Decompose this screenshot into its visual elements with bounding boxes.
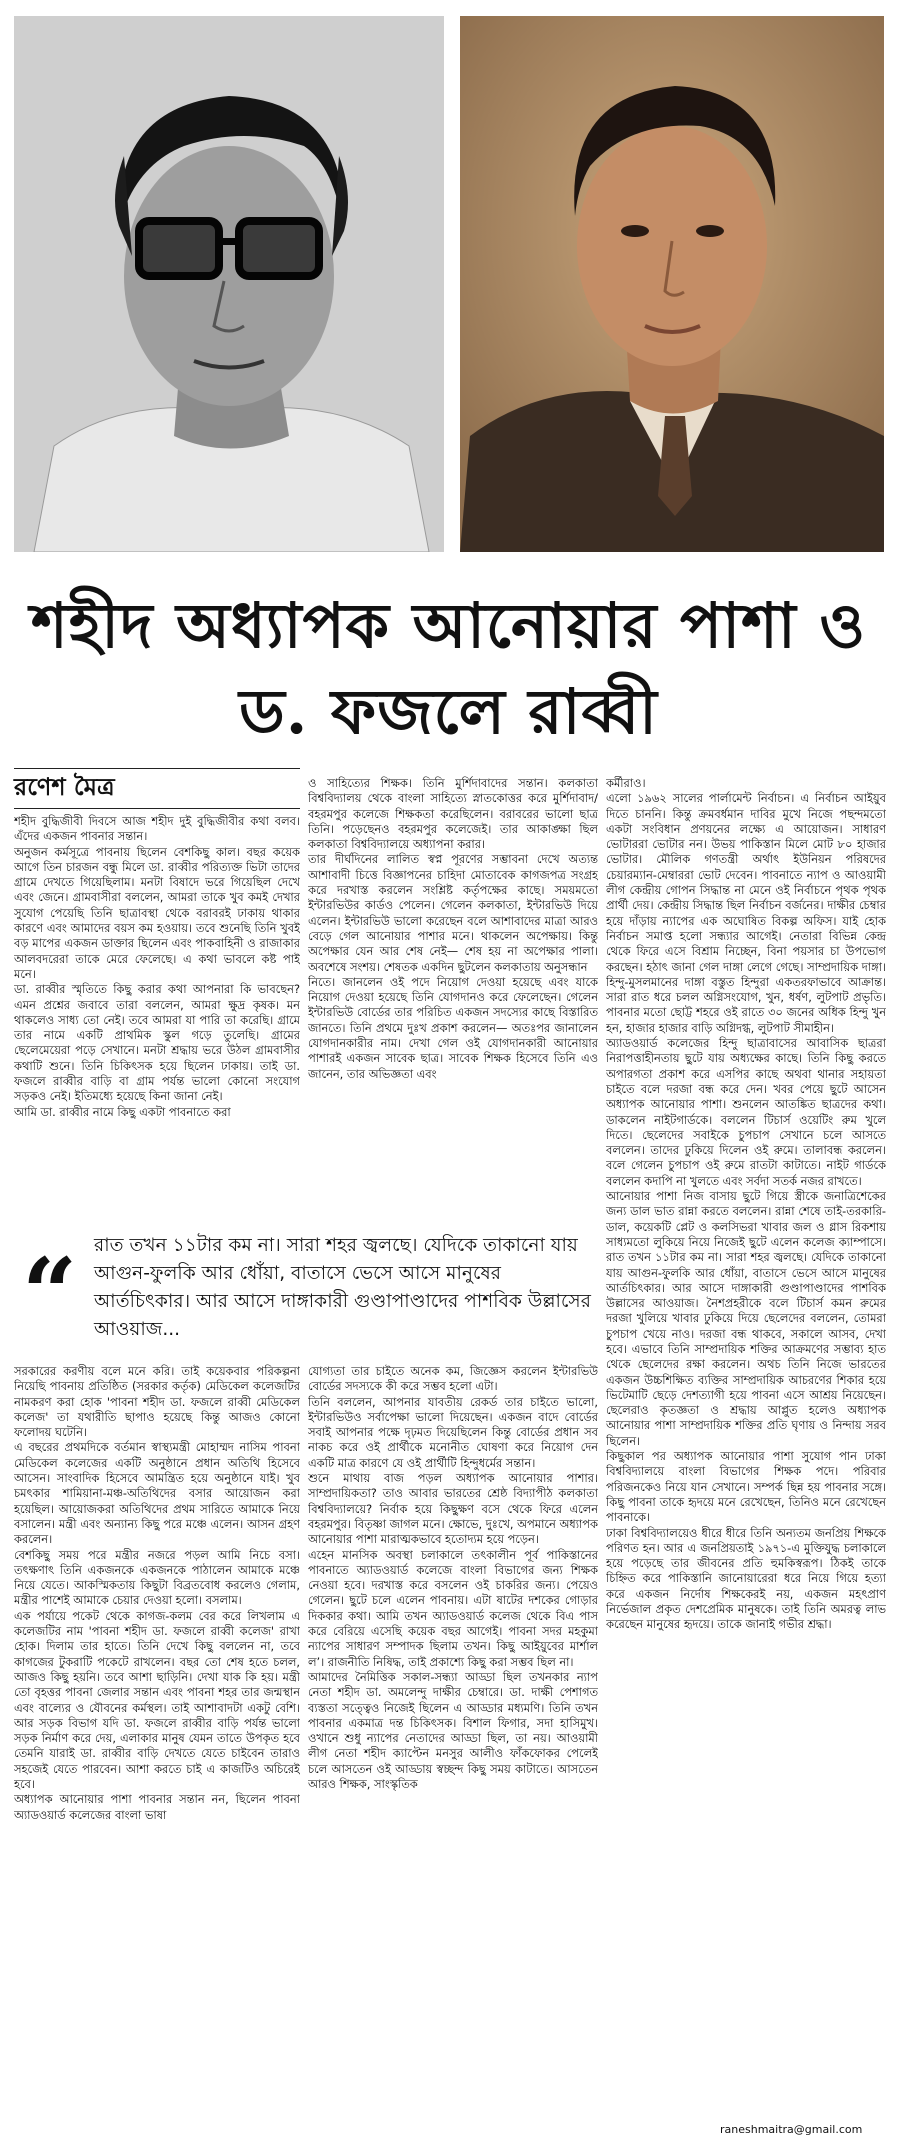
paragraph: তার দীর্ঘদিনের লালিত স্বপ্ন পূরণের সম্ভাবনা দেখে অত্যন্ত আশাবাদী চিত্তে বিজ্ঞাপনের চাহিদা মোতাবেক কাগজপত্র সংগ্রহ করে দরখাস্ত করলেন সংশ্লিষ্ট কর্তৃপক্ষের কাছে। সময়মতো ইন্টারভিউর কার্ডও পেলেন। গেলেন কলকাতা, ইন্টারভিউ দিয়ে এলেন। ইন্টারভিউ ভালো করেছেন বলে আশাবাদের মাত্রা আরও বেড়ে গেল আনোয়ার পাশার মনে। থাকলেন অপেক্ষায়। কিন্তু অপেক্ষার যেন আর শেষ নেই— শেষ হয় না অপেক্ষার পালা। অবশেষে সংশয়। শেষতক একদিন ছুটলেন কলকাতায় অনুসন্ধান bbox=[308, 852, 598, 974]
pull-quote-text: রাত তখন ১১টার কম না। সারা শহর জ্বলছে। যেদিকে তাকানো যায় আগুন-ফুলকি আর ধোঁয়া, বাতাসে ভেসে আসে মানুষের আর্তচিৎকার। আর আসে দাঙ্গাকারী গুণ্ডাপাণ্ডাদের পাশবিক উল্লাসের আওয়াজ... bbox=[94, 1235, 591, 1340]
paragraph: কিছুকাল পর অধ্যাপক আনোয়ার পাশা সুযোগ পান ঢাকা বিশ্ববিদ্যালয়ে বাংলা বিভাগের শিক্ষক পদে। পরিবার পরিজনকেও নিয়ে যান সেখানে। সম্পর্ক ছিন্ন হয় পাবনার সঙ্গে। কিছু পাবনা তাকে হৃদয়ে মনে রেখেছেন, তিনিও মনে রেখেছেন পাবনাকে। bbox=[606, 1449, 886, 1525]
article-column-2-bottom bbox=[308, 1364, 598, 2142]
paragraph: এহেন মানসিক অবস্থা চলাকালে তৎকালীন পূর্ব পাকিস্তানের পাবনাতে অ্যাডওয়ার্ড কলেজে বাংলা বিভাগের জন্য শিক্ষক নেওয়া হবে। দরখাস্ত করে বসলেন ওই চাকরির জন্য। পেয়েও গেলেন। ছুটে চলে এলেন পাবনায়। এটা ষাটের দশকের গোড়ার দিককার কথা। আমি তখন অ্যাডওয়ার্ড কলেজ থেকে বিএ পাস করে বেরিয়ে এসেছি কয়েক বছর আগেই। পাবনা সদর মহকুমা ন্যাপের সাধারণ সম্পাদক ছিলাম তখন। কিছু আইয়ুবের মার্শাল ল’। রাজনীতি নিষিদ্ধ, তাই প্রকাশ্যে কিছু করা সম্ভব ছিল না। bbox=[308, 1547, 598, 1669]
pull-quote bbox=[14, 1224, 598, 1356]
portrait-image-right bbox=[460, 16, 884, 552]
article-column-1-top bbox=[14, 814, 300, 1216]
portrait-image-left bbox=[14, 16, 444, 552]
paragraph: বেশকিছু সময় পরে মন্ত্রীর নজরে পড়ল আমি নিচে বসা। তৎক্ষণাৎ তিনি একজনকে একজনকে পাঠালেন আমাকে মঞ্চে নিয়ে যেতে। আকস্মিকতায় কিছুটা বিব্রতবোধ করলেও গেলাম, মন্ত্রীর পাশেই আমাকে চেয়ার দেওয়া হলো। বসলাম। bbox=[14, 1547, 300, 1608]
paragraph: এলো ১৯৬২ সালের পার্লামেন্ট নির্বাচন। এ নির্বাচন আইয়ুব দিতে চাননি। কিন্তু ক্রমবর্ধমান দাবির মুখে নিজে পছন্দমতো একটা সংবিধান প্রণয়নের লক্ষ্যে এ আয়োজন। সাধারণ ভোটাররা ভোটার নন। উভয় পাকিস্তান মিলে মোট ৮০ হাজার ভোটার। মৌলিক গণতন্ত্রী অর্থাৎ ইউনিয়ন পরিষদের চেয়ারম্যান-মেম্বাররা ভোট দেবেন। পাবনাতে ন্যাপ ও আওয়ামী লীগ কেন্দ্রীয় গোপন সিদ্ধান্ত না মেনে ওই নির্বাচনে পৃথক পৃথক প্রার্থী দেয়। কেন্দ্রীয় সিদ্ধান্ত ছিল নির্বাচন বর্জনের। দাক্ষীর চেম্বার হয়ে দাঁড়ায় ন্যাপের এক অঘোষিত বিকল্প অফিস। যাই হোক নির্বাচন সমাপ্ত হলো সন্ধ্যার আগেই। নেতারা বিভিন্ন কেন্দ্র থেকে ফিরে এসে বিশ্রাম নিচ্ছেন, বিনা পয়সার চা উপভোগ করছেন। হঠাৎ জানা গেল দাঙ্গা লেগে গেছে। সাম্প্রদায়িক দাঙ্গা। হিন্দু-মুসলমানের দাঙ্গা বস্তুত হিন্দুরা একতরফাভাবে আক্রান্ত। সারা রাত ধরে চলল অগ্নিসংযোগ, খুন, ধর্ষণ, লুটপাট প্রভৃতি। পাবনার মতো ছোট্ট শহরে ওই রাতে ৩০ জনের অধিক হিন্দু খুন হন, হাজার হাজার বাড়ি অগ্নিদগ্ধ, লুটপাট সীমাহীন। bbox=[606, 791, 886, 1035]
paragraph: এ বছরের প্রথমদিকে বর্তমান স্বাস্থ্যমন্ত্রী মোহাম্মদ নাসিম পাবনা মেডিকেল কলেজের একটি অনুষ্ঠানে প্রধান অতিথি হিসেবে আসেন। সাংবাদিক হিসেবে আমন্ত্রিত হয়ে অনুষ্ঠানে যাই। খুব চমৎকার শামিয়ানা-মঞ্চ-অতিথিদের বসার আয়োজন করা হয়েছিল। আয়োজকরা অতিথিদের প্রথম সারিতে আমাকে নিয়ে বসালেন। মন্ত্রী এবং অন্যান্য কিছু পরে মঞ্চে এলেন। আসন গ্রহণ করলেন। bbox=[14, 1440, 300, 1547]
paragraph: আমি ডা. রাব্বীর নামে কিছু একটা পাবনাতে করা bbox=[14, 1104, 231, 1119]
article-column-2-top bbox=[308, 776, 598, 1216]
portrait-photo-left bbox=[14, 16, 444, 552]
author-byline: রণেশ মৈত্র bbox=[14, 772, 115, 801]
paragraph: ডা. রাব্বীর স্মৃতিতে কিছু করার কথা আপনারা কি ভাবছেন? এমন প্রশ্নের জবাবে তারা বললেন, আমরা ক্ষুদ্র কৃষক। মন থাকলেও সাধ্য তো নেই। তবে আমরা যা পারি তা করেছি। গ্রামে তার নামে একটি প্রাথমিক স্কুল গড়ে তুলেছি। গ্রামের ছেলেমেয়েরা পড়ে সেখানে। মনটা শ্রদ্ধায় ভরে উঠল গ্রামবাসীর কথাটি শুনে। তিনি চিকিৎসক হয়ে ছিলেন ঢাকায়। তাই ডা. ফজলে রাব্বীর বাড়ি বা গ্রাম পর্যন্ত ভালো কোনো সংযোগ সড়কও নেই। ইতিমধ্যে হয়েছে কিনা জানা নেই। bbox=[14, 982, 300, 1104]
article-column-1-bottom bbox=[14, 1364, 300, 2142]
portrait-photo-right bbox=[460, 16, 884, 552]
paragraph: শুনে মাথায় বাজ পড়ল অধ্যাপক আনোয়ার পাশার। সাম্প্রদায়িকতা? তাও আবার ভারতের শ্রেষ্ঠ বিদ্যাপীঠ কলকাতা বিশ্ববিদ্যালয়ে? নির্বাক হয়ে কিছুক্ষণ বসে থেকে ফিরে এলেন বহরমপুর। বিতৃষ্ণা জাগল মনে। ক্ষোভে, দুঃখে, অপমানে অধ্যাপক আনোয়ার পাশা মারাত্মকভাবে হতোদ্যম হয়ে পড়েন। bbox=[308, 1471, 598, 1547]
paragraph: আনোয়ার পাশা নিজ বাসায় ছুটে গিয়ে স্ত্রীকে জনাত্রিশেকের জন্য ডাল ভাত রান্না করতে বললেন। রান্না শেষে তাই-তরকারি-ডাল, কয়েকটি প্লেট ও কলসিভরা খাবার জল ও গ্লাস রিকশায় সাধ্যমতো লুকিয়ে নিয়ে নিজেই ছুটে এলেন কলেজ ক্যাম্পাসে। রাত তখন ১১টার কম না। সারা শহর জ্বলছে। যেদিকে তাকানো যায় আগুন-ফুলকি আর ধোঁয়া, বাতাসে ভেসে আসে মানুষের আর্তচিৎকার। আর আসে দাঙ্গাকারী গুণ্ডাপাণ্ডাদের পাশবিক উল্লাসের আওয়াজ। নৈশপ্রহরীকে বলে টিচার্স কমন রুমের দরজা খুলিয়ে খাবার ঢুকিয়ে দিয়ে ছেলেদের বললেন, তোমরা চুপচাপ খেয়ে নাও। দরজা বন্ধ থাকবে, সকালে আসব, দেখা হবে। এভাবে তিনি সাম্প্রদায়িক শক্তির আক্রমণের সম্ভাব্য হাত থেকে ছেলেদের রক্ষা করলেন। অথচ তিনি নিজে ভারতের একজন উচ্চশিক্ষিত ব্যক্তির সাম্প্রদায়িক আচরণের শিকার হয়ে ভিটেমাটি ছেড়ে দেশত্যাগী হয়ে পাবনা এসে আশ্রয় নিয়েছেন। ছেলেরাও কৃতজ্ঞতা ও শ্রদ্ধায় আপ্লুত হলেও অধ্যাপক আনোয়ার পাশা সাম্প্রদায়িক শক্তির প্রতি ঘৃণায় ও নিন্দায় সরব ছিলেন। bbox=[606, 1189, 886, 1448]
paragraph: শহীদ বুদ্ধিজীবী দিবসে আজ শহীদ দুই বুদ্ধিজীবীর কথা বলব। এঁদের একজন পাবনার সন্তান। bbox=[14, 814, 300, 844]
paragraph: অধ্যাপক আনোয়ার পাশা পাবনার সন্তান নন, ছিলেন পাবনা অ্যাডওয়ার্ড কলেজের বাংলা ভাষা bbox=[14, 1792, 300, 1822]
byline-divider-top bbox=[14, 768, 300, 769]
byline-divider bbox=[14, 808, 300, 809]
paragraph: অনুজন কর্মসূত্রে পাবনায় ছিলেন বেশকিছু কাল। বছর কয়েক আগে তিন চারজন বন্ধু মিলে ডা. রাব্বীর পরিত্যক্ত ভিটা তাদের গ্রামে দেখতে গিয়েছিলাম। মনটা বিষাদে ভরে গিয়েছিল দেখে এবং জেনে। গ্রামবাসীরা বললেন, আমরা তাকে খুব কমই দেখার সুযোগ পেয়েছি তিনি ছাত্রাবস্থা থেকে বরাবরই ঢাকায় থাকার কারণে এবং আমাদের বয়স কম হওয়ায়। তবে শুনেছি তিনি খুবই বড় মাপের একজন ডাক্তার ছিলেন এবং পাকবাহিনী ও রাজাকার আলবদরেরা তাকে মেরে ফেলেছে। এ কথা ভাবলে কষ্ট পাই মনে। bbox=[14, 844, 300, 981]
paragraph: যোগ্যতা তার চাইতে অনেক কম, জিজ্ঞেস করলেন ইন্টারভিউ বোর্ডের সদস্যকে কী করে সম্ভব হলো এটা। bbox=[308, 1364, 598, 1394]
paragraph: এক পর্যায়ে পকেট থেকে কাগজ-কলম বের করে লিখলাম এ কলেজটির নাম 'পাবনা শহীদ ডা. ফজলে রাব্বী কলেজ' রাখা হোক। দিলাম তার হাতে। তিনি দেখে কিছু বললেন না, তবে কাগজের টুকরাটি পকেটে রাখলেন। বছর তো শেষ হতে চলল, আজও কিছু হয়নি। তবে আশা ছাড়িনি। দেখা যাক কি হয়। মন্ত্রী তো বৃহত্তর পাবনা জেলার সন্তান এবং পাবনা শহর তার জন্মস্থান এবং বাল্যের ও যৌবনের কর্মস্থল। তাই আশাবাদটা একটু বেশি। আর সড়ক বিভাগ যদি ডা. ফজলে রাব্বীর বাড়ি পর্যন্ত ভালো সড়ক নির্মাণ করে দেয়, এলাকার মানুষ যেমন তাতে উপকৃত হবে তেমনি যারাই ডা. রাব্বীর বাড়ি দেখতে যেতে চাইবেন তারাও সহজেই যেতে পারবেন। আশা করতে চাই এ কাজটিও অচিরেই হবে। bbox=[14, 1608, 300, 1792]
paragraph: সরকারের করণীয় বলে মনে করি। তাই কয়েকবার পরিকল্পনা নিয়েছি পাবনায় প্রতিষ্ঠিত (সরকার কর্তৃক) মেডিকেল কলেজটির নামকরণ করা হোক 'পাবনা শহীদ ডা. ফজলে রাব্বী মেডিকেল কলেজ' তা যথারীতি ছাপাও হয়েছে কিন্তু আজও কোনো ফলোদয় ঘটেনি। bbox=[14, 1364, 300, 1440]
paragraph: নিতে। জানলেন ওই পদে নিয়োগ দেওয়া হয়েছে এবং যাকে নিয়োগ দেওয়া হয়েছে তিনি যোগদানও করে ফেলেছেন। গেলেন ইন্টারভিউ বোর্ডের তার পরিচিত একজন সদস্যের কাছে বিস্তারিত জানতে। তিনি প্রথমে দুঃখ প্রকাশ করলেন— অতঃপর জানালেন যোগদানকারীর নাম। দেখা গেল ওই যোগদানকারী আনোয়ার পাশারই একজন সাবেক ছাত্র। সাবেক শিক্ষক হিসেবে তিনি এও জানেন, তার অভিজ্ঞতা এবং bbox=[308, 974, 598, 1081]
quote-mark-icon: “ bbox=[22, 1237, 78, 1350]
headline-line-1: শহীদ অধ্যাপক আনোয়ার পাশা ও bbox=[31, 589, 866, 662]
paragraph: তিনি বললেন, আপনার যাবতীয় রেকর্ড তার চাইতে ভালো, ইন্টারভিউও সর্বাপেক্ষা ভালো দিয়েছেন। একজন বাদে বোর্ডের সবাই আপনার পক্ষে দৃঢ়মত দিয়েছিলেন কিন্তু বোর্ডের প্রধান সব নাকচ করে ওই প্রার্থীকে মনোনীত ঘোষণা করে নিয়োগ দেন একটি মাত্র কারণে যে ওই প্রার্থীটি হিন্দুধর্মের সন্তান। bbox=[308, 1394, 598, 1470]
paragraph: ও সাহিত্যের শিক্ষক। তিনি মুর্শিদাবাদের সন্তান। কলকাতা বিশ্ববিদ্যালয় থেকে বাংলা সাহিত্যে স্নাতকোত্তর করে মুর্শিদাবাদ/বহরমপুর কলেজে শিক্ষকতা করেছিলেন। বরাবরের ভালো ছাত্র তিনি। পড়েছেনও বহরমপুর কলেজেই। তার আকাঙ্ক্ষা ছিল কলকাতা বিশ্ববিদ্যালয়ে অধ্যাপনা করার। bbox=[308, 776, 598, 852]
paragraph: আমাদের নৈমিত্তিক সকাল-সন্ধ্যা আড্ডা ছিল তখনকার ন্যাপ নেতা শহীদ ডা. অমলেন্দু দাক্ষীর চেম্বারে। ডা. দাক্ষী পেশাগত ব্যস্ততা সত্ত্বেও নিজেই ছিলেন এ আড্ডার মধ্যমণি। তিনি তখন পাবনার একমাত্র দন্ত চিকিৎসক। বিশাল ফিগার, সদা হাসিমুখ। ওখানে শুধু ন্যাপের নেতাদের আড্ডা ছিল, তা নয়। আওয়ামী লীগ নেতা শহীদ ক্যাপ্টেন মনসুর আলীও ফাঁকফোকর পেলেই চলে আসতেন ওই আড্ডায় স্বচ্ছন্দ কিছু সময় কাটাতে। আসতেন আরও শিক্ষক, সাংস্কৃতিক bbox=[308, 1669, 598, 1792]
article-column-3 bbox=[606, 776, 886, 2122]
paragraph: ঢাকা বিশ্ববিদ্যালয়েও ধীরে ধীরে তিনি অন্যতম জনপ্রিয় শিক্ষকে পরিণত হন। আর এ জনপ্রিয়তাই ১৯৭১-এ মুক্তিযুদ্ধ চলাকালে হয়ে পড়েছে তার জীবনের প্রতি হুমকিস্বরূপ। ঠিকই তাকে চিহ্নিত করে পাকিস্তানি জানোয়ারেরা ধরে নিয়ে গিয়ে হত্যা করে একজন নির্দোষ শিক্ষকেরই নয়, একজন মহৎপ্রাণ নির্ভেজাল প্রকৃত দেশপ্রেমিক মানুষকে। তাই তিনি অমরত্ব লাভ করেছেন মানুষের হৃদয়ে। তাকে জানাই গভীর শ্রদ্ধা। bbox=[606, 1525, 886, 1632]
headline-line-2: ড. ফজলে রাব্বী bbox=[239, 675, 658, 748]
author-email[interactable]: raneshmaitra@gmail.com bbox=[720, 2123, 863, 2136]
paragraph: অ্যাডওয়ার্ড কলেজের হিন্দু ছাত্রাবাসের আবাসিক ছাত্ররা নিরাপত্তাহীনতায় ছুটে যায় অধ্যক্ষের কাছে। তিনি কিছু করতে অপারগতা প্রকাশ করে এসপির কাছে অথবা থানার সহায়তা চাইতে বলে দরজা বন্ধ করে দেন। খবর পেয়ে ছুটে আসেন অধ্যাপক আনোয়ার পাশা। শুনলেন আতঙ্কিত ছাত্রদের কথা। ডাকলেন নাইটগার্ডকে। বললেন টিচার্স ওয়েটিং রুম খুলে দিতে। ছেলেদের সবাইকে চুপচাপ সেখানে চলে আসতে বললেন। তাদের ঢুকিয়ে দিলেন ওই রুমে। তালাবন্ধ করলেন। বলে গেলেন চুপচাপ ওই রুমে রাতটা কাটাতে। নাইট গার্ডকে বললেন কদাপি না খুলতে এবং সর্বদা সতর্ক নজর রাখতে। bbox=[606, 1036, 886, 1188]
paragraph: কর্মীরাও। bbox=[606, 776, 646, 790]
